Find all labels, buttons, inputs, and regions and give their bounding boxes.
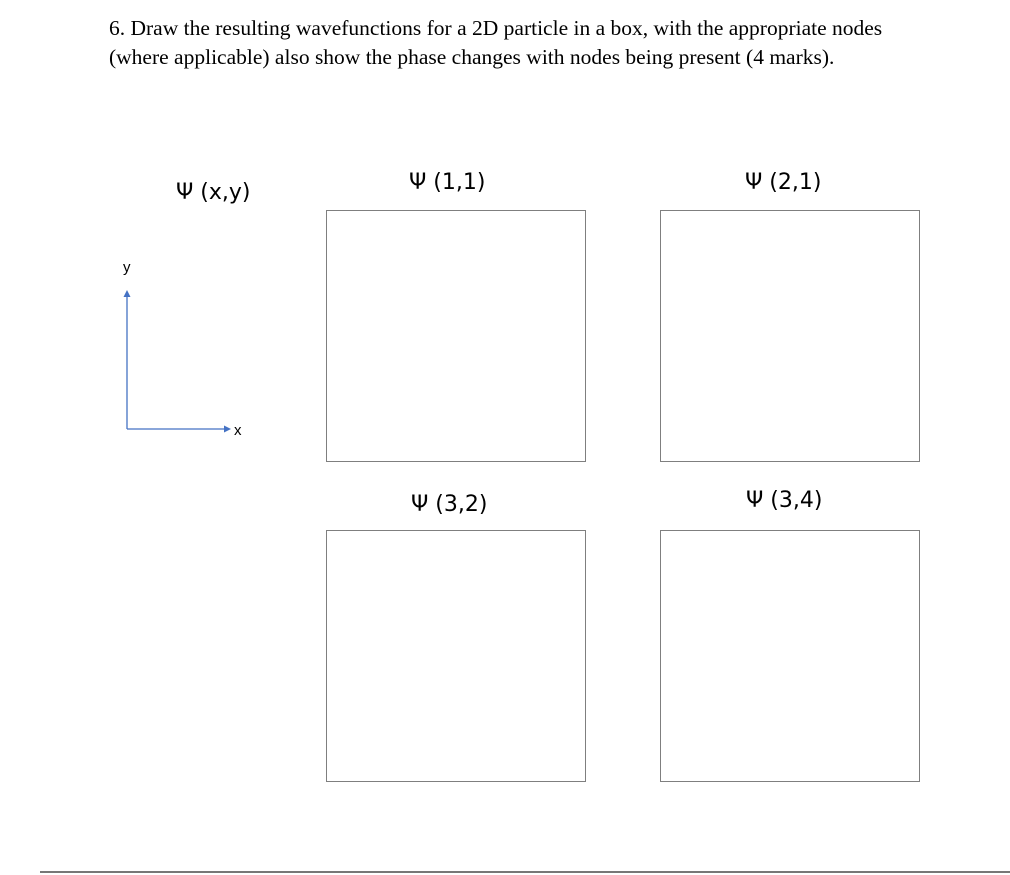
y-axis-label: y <box>123 259 131 276</box>
axes-diagram <box>118 285 238 435</box>
answer-box-3-2 <box>326 530 586 782</box>
axes-title: Ψ (x,y) <box>176 180 251 205</box>
box-label-3-2: Ψ (3,2) <box>411 492 488 517</box>
box-label-3-4: Ψ (3,4) <box>746 488 823 513</box>
answer-box-3-4 <box>660 530 920 782</box>
box-label-1-1: Ψ (1,1) <box>409 170 486 195</box>
answer-box-1-1 <box>326 210 586 462</box>
answer-box-2-1 <box>660 210 920 462</box>
box-label-2-1: Ψ (2,1) <box>745 170 822 195</box>
x-axis-arrow <box>224 426 231 433</box>
page-bottom-divider <box>40 871 1010 873</box>
x-axis-label: x <box>234 422 242 439</box>
y-axis-arrow <box>124 290 131 297</box>
question-text: 6. Draw the resulting wavefunctions for a 2D particle in a box, with the appropriate nodes (where applicable) also show the phase changes with nodes being present (4 marks). <box>109 16 883 69</box>
